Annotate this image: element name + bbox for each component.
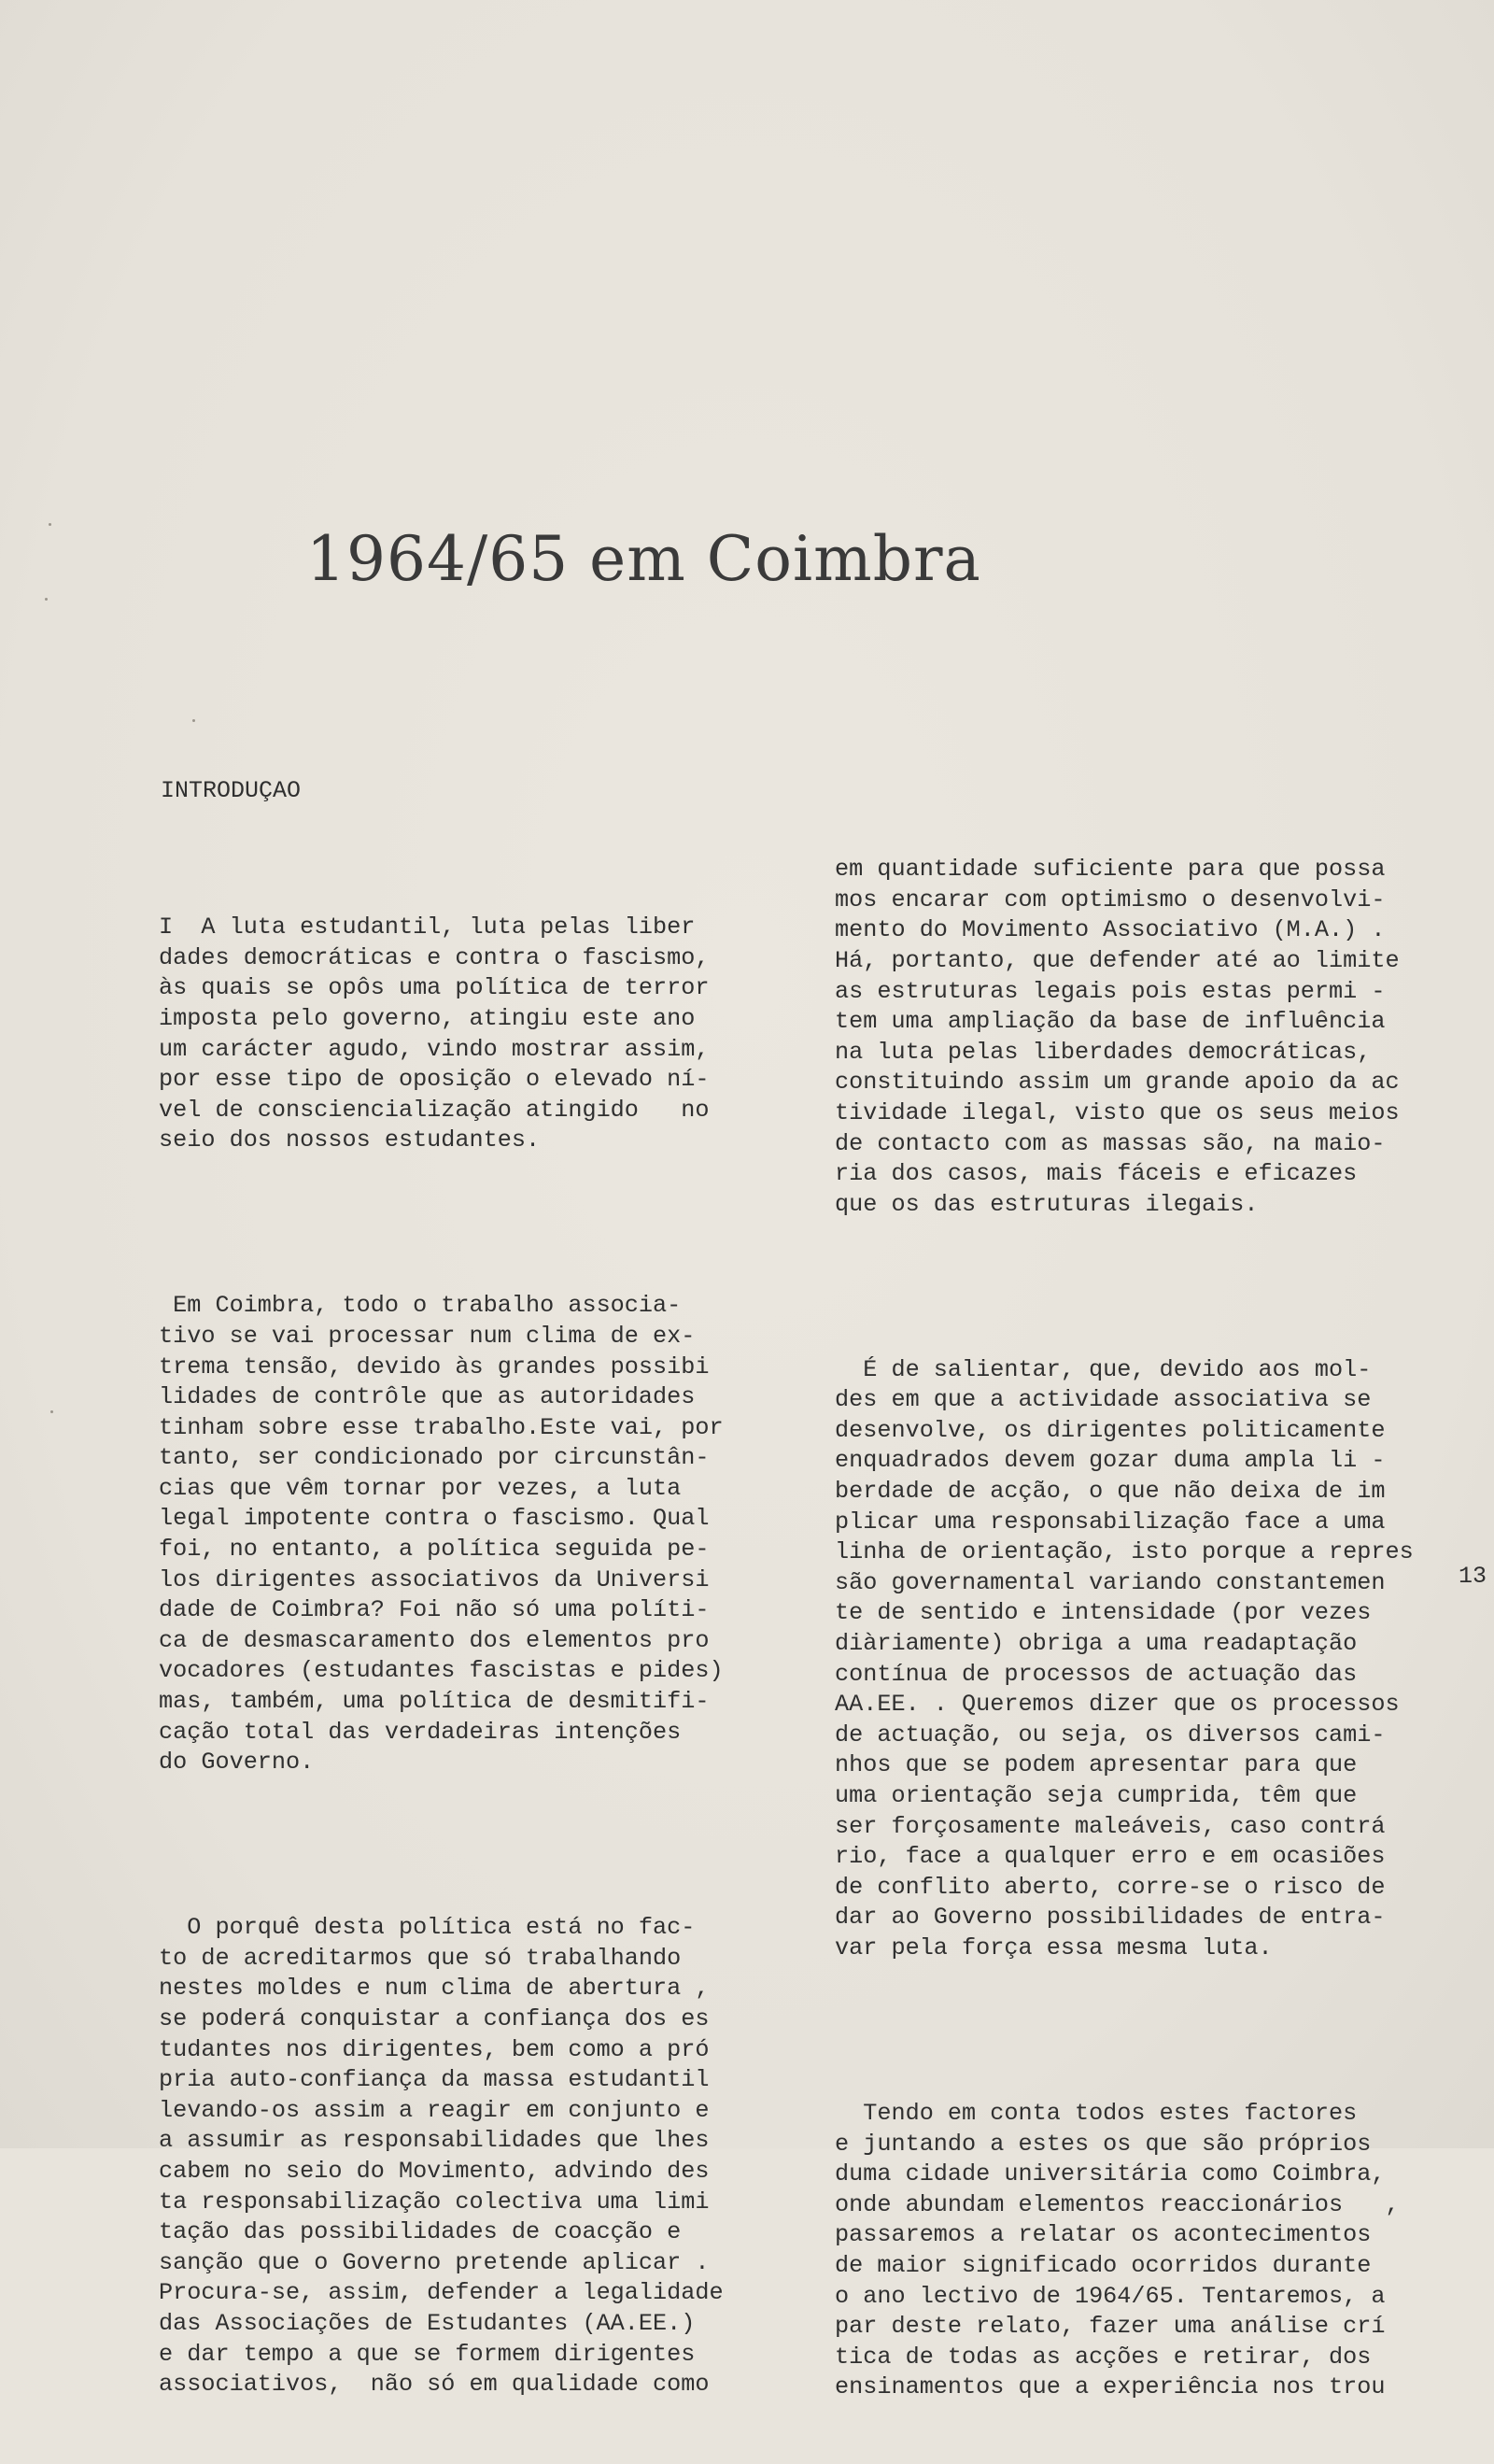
- text-line: te de sentido e intensidade (por vezes: [835, 1599, 1372, 1627]
- text-line: tação das possibilidades de coacção e: [159, 2218, 682, 2246]
- text-line: Há, portanto, que defender até ao limite: [835, 946, 1400, 974]
- text-line: do Governo.: [159, 1749, 315, 1777]
- text-line: são governamental variando constantemen: [835, 1568, 1386, 1596]
- text-line: tivo se vai processar num clima de ex-: [159, 1322, 696, 1350]
- text-line: que os das estruturas ilegais.: [835, 1190, 1259, 1218]
- text-line: duma cidade universitária como Coimbra,: [835, 2160, 1386, 2188]
- text-line: imposta pelo governo, atingiu este ano: [159, 1004, 696, 1032]
- text-line: O porquê desta política está no fac-: [159, 1914, 696, 1942]
- text-line: mos encarar com optimismo o desenvolvi-: [835, 885, 1386, 913]
- paper-speck: [192, 719, 195, 722]
- text-line: I A luta estudantil, luta pelas liber: [159, 913, 696, 942]
- text-line: Tendo em conta todos estes factores: [835, 2099, 1358, 2127]
- text-line: ser forçosamente maleáveis, caso contrá: [835, 1812, 1386, 1840]
- paragraph-1: [835, 855, 1414, 1220]
- text-line: dades democráticas e contra o fascismo,: [159, 943, 710, 971]
- text-line: vel de consciencialização atingido no: [159, 1096, 710, 1124]
- text-line: linha de orientação, isto porque a repres: [835, 1538, 1414, 1566]
- text-line: ensinamentos que a experiência nos trou: [835, 2373, 1386, 2401]
- text-line: berdade de acção, o que não deixa de im: [835, 1478, 1386, 1506]
- text-line: tanto, ser condicionado por circunstân-: [159, 1444, 710, 1472]
- text-line: dar ao Governo possibilidades de entra-: [835, 1904, 1386, 1932]
- text-line: trema tensão, devido às grandes possibi: [159, 1352, 710, 1381]
- paragraph-2: [835, 1355, 1414, 1964]
- text-line: constituindo assim um grande apoio da ac: [835, 1069, 1400, 1097]
- text-line: rio, face a qualquer erro e em ocasiões: [835, 1843, 1386, 1871]
- text-line: foi, no entanto, a política seguida pe-: [159, 1536, 710, 1564]
- text-line: ca de desmascaramento dos elementos pro: [159, 1626, 710, 1654]
- text-line: ta responsabilização colectiva uma limi: [159, 2188, 710, 2216]
- text-line: um carácter agudo, vindo mostrar assim,: [159, 1035, 710, 1063]
- text-line: plicar uma responsabilização face a uma: [835, 1508, 1386, 1536]
- text-line: cabem no seio do Movimento, advindo des: [159, 2157, 710, 2185]
- text-line: vocadores (estudantes fascistas e pides): [159, 1657, 724, 1685]
- page-number: 13: [1459, 1563, 1487, 1590]
- text-line: associativos, não só em qualidade como: [159, 2371, 710, 2399]
- text-line: mento do Movimento Associativo (M.A.) .: [835, 916, 1386, 944]
- text-line: tividade ilegal, visto que os seus meios: [835, 1098, 1400, 1126]
- text-line: cias que vêm tornar por vezes, a luta: [159, 1474, 682, 1502]
- text-line: por esse tipo de oposição o elevado ní-: [159, 1066, 710, 1094]
- text-line: sanção que o Governo pretende aplicar .: [159, 2248, 710, 2276]
- text-line: ria dos casos, mais fáceis e eficazes: [835, 1160, 1358, 1188]
- text-line: nestes moldes e num clima de abertura ,: [159, 1975, 710, 2003]
- text-line: Procura-se, assim, defender a legalidade: [159, 2279, 724, 2307]
- text-line: legal impotente contra o fascismo. Qual: [159, 1505, 710, 1533]
- text-line: passaremos a relatar os acontecimentos: [835, 2221, 1372, 2249]
- text-line: em quantidade suficiente para que possa: [835, 856, 1386, 884]
- text-line: a assumir as responsabilidades que lhes: [159, 2127, 710, 2155]
- text-line: tem uma ampliação da base de influência: [835, 1008, 1386, 1036]
- text-line: cação total das verdadeiras intenções: [159, 1718, 682, 1746]
- text-line: lidades de contrôle que as autoridades: [159, 1383, 696, 1411]
- text-line: onde abundam elementos reaccionários ,: [835, 2190, 1400, 2218]
- text-line: mas, também, uma política de desmitifi-: [159, 1688, 710, 1716]
- text-line: levando-os assim a reagir em conjunto e: [159, 2096, 710, 2124]
- paragraph-3: [835, 2099, 1414, 2403]
- text-line: nhos que se podem apresentar para que: [835, 1751, 1358, 1779]
- text-line: uma orientação seja cumprida, têm que: [835, 1782, 1358, 1809]
- text-line: los dirigentes associativos da Universi: [159, 1565, 710, 1593]
- text-line: de contacto com as massas são, na maio-: [835, 1129, 1386, 1157]
- right-column: [835, 794, 1414, 2464]
- paragraph-2: [159, 1291, 724, 1778]
- paragraph-3: [159, 1913, 724, 2400]
- section-heading: INTRODUÇAO: [161, 777, 302, 804]
- text-line: pria auto-confiança da massa estudantil: [159, 2066, 710, 2094]
- text-line: dade de Coimbra? Foi não só uma políti-: [159, 1596, 710, 1624]
- text-line: na luta pelas liberdades democráticas,: [835, 1038, 1372, 1066]
- paper-speck: [49, 523, 51, 526]
- text-line: contínua de processos de actuação das: [835, 1660, 1358, 1688]
- text-line: de conflito aberto, corre-se o risco de: [835, 1873, 1386, 1901]
- text-line: par deste relato, fazer uma análise crí: [835, 2313, 1386, 2341]
- text-line: É de salientar, que, devido aos mol-: [835, 1355, 1372, 1383]
- text-line: var pela força essa mesma luta.: [835, 1933, 1273, 1961]
- text-line: AA.EE. . Queremos dizer que os processos: [835, 1691, 1400, 1719]
- text-line: as estruturas legais pois estas permi -: [835, 977, 1386, 1005]
- text-line: to de acreditarmos que só trabalhando: [159, 1944, 682, 1972]
- paper-speck: [45, 598, 48, 601]
- text-line: e juntando a estes os que são próprios: [835, 2130, 1372, 2158]
- text-line: das Associações de Estudantes (AA.EE.): [159, 2309, 696, 2337]
- text-line: diàriamente) obriga a uma readaptação: [835, 1630, 1358, 1658]
- text-line: tica de todas as acções e retirar, dos: [835, 2343, 1372, 2371]
- paragraph-1: [159, 913, 724, 1156]
- left-column: [159, 852, 724, 2461]
- text-line: de maior significado ocorridos durante: [835, 2251, 1372, 2279]
- text-line: se poderá conquistar a confiança dos es: [159, 2004, 710, 2032]
- text-line: Em Coimbra, todo o trabalho associa-: [159, 1292, 682, 1320]
- text-line: seio dos nossos estudantes.: [159, 1126, 541, 1154]
- page-title: 1964/65 em Coimbra: [306, 523, 981, 595]
- text-line: desenvolve, os dirigentes politicamente: [835, 1416, 1386, 1444]
- text-line: às quais se opôs uma política de terror: [159, 974, 710, 1002]
- text-line: enquadrados devem gozar duma ampla li -: [835, 1447, 1386, 1475]
- text-line: de actuação, ou seja, os diversos cami-: [835, 1721, 1386, 1749]
- text-line: o ano lectivo de 1964/65. Tentaremos, a: [835, 2282, 1386, 2310]
- text-line: tudantes nos dirigentes, bem como a pró: [159, 2035, 710, 2063]
- text-line: e dar tempo a que se formem dirigentes: [159, 2340, 696, 2368]
- paper-speck: [50, 1410, 53, 1413]
- text-line: tinham sobre esse trabalho.Este vai, por: [159, 1413, 724, 1441]
- text-line: des em que a actividade associativa se: [835, 1386, 1372, 1414]
